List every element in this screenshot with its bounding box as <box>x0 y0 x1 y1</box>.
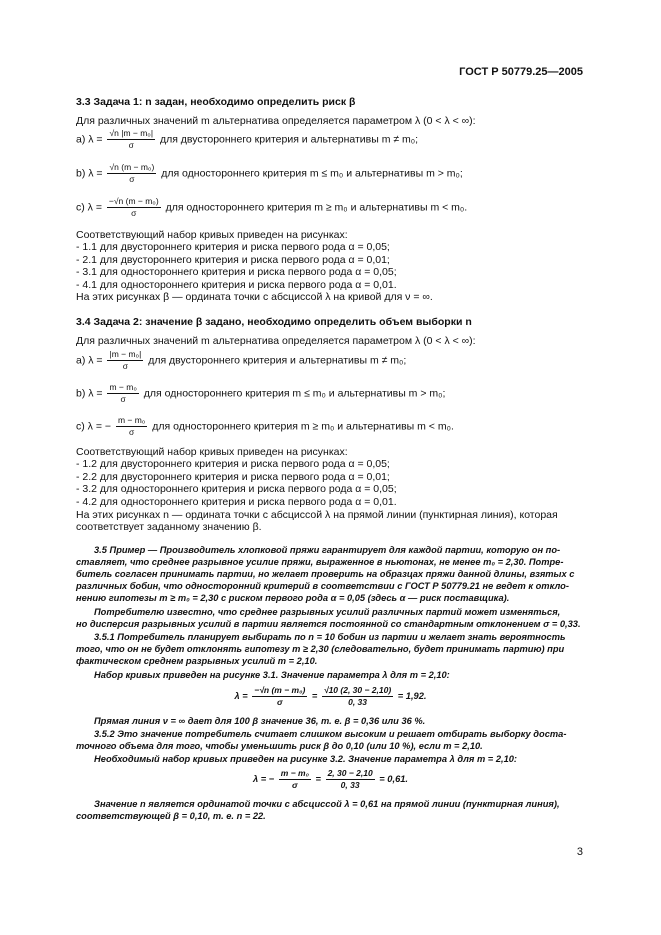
s33-b-den: σ <box>129 174 135 184</box>
f2-label: λ = − <box>252 773 275 784</box>
s34-item-3: - 3.2 для одностороннего критерия и риска первого рода α = 0,05; <box>76 483 397 495</box>
s34-c-den: σ <box>129 427 135 437</box>
s33-a-label: a) λ = <box>76 133 103 146</box>
f1-equals: = <box>311 690 318 701</box>
example-p6-line-2: точного объема для того, чтобы уменьшить риск β до 0,10 (или 10 %), если m = 2,10. <box>76 741 483 751</box>
s33-c-fraction <box>107 196 161 219</box>
s33-set-intro: Соответствующий набор кривых приведен на рисунках: <box>76 229 348 241</box>
s34-c-fraction <box>116 415 147 438</box>
s34-b-num: m − m₀ <box>109 382 137 392</box>
s34-item-1: - 1.2 для двустороннего критерия и риска первого рода α = 0,05; <box>76 458 390 470</box>
s34-b-fraction <box>107 382 138 405</box>
s34-c-text: для одностороннего критерия m ≥ m₀ и альтернативы m < m₀. <box>152 420 454 433</box>
example-p2-line-2: но дисперсия разрывных усилий в партии является постоянной со стандартным отклонением σ = 0,33. <box>76 619 581 629</box>
s34-a-text: для двустороннего критерия и альтернативы m ≠ m₀; <box>148 354 407 367</box>
s33-formula-a <box>76 128 418 151</box>
f2-fraction-1 <box>279 768 311 791</box>
s33-c-num: −√n (m − m₀) <box>108 196 159 206</box>
example-p3-line-2: того, что он не будет отклонять гипотезу m ≥ 2,30 (следовательно, будет принимать партию) при <box>76 644 565 654</box>
f1-fraction-1 <box>252 685 307 708</box>
s33-item-2: - 2.1 для двустороннего критерия и риска первого рода α = 0,01; <box>76 254 390 266</box>
s33-a-den: σ <box>128 140 134 150</box>
s33-b-fraction <box>107 162 156 185</box>
example-p1-line-1: 3.5 Пример — Производитель хлопковой пряжи гарантирует для каждой партии, которую он по- <box>94 545 561 555</box>
s33-intro: Для различных значений m альтернатива определяется параметром λ (0 < λ < ∞): <box>76 115 476 127</box>
s33-formula-c <box>76 196 467 219</box>
f1-fraction-2 <box>322 685 393 708</box>
f2-num-1: m − m₀ <box>280 768 309 778</box>
document-header: ГОСТ Р 50779.25—2005 <box>459 66 583 78</box>
s33-a-num: √n |m − m₀| <box>109 128 154 138</box>
s33-c-text: для одностороннего критерия m ≥ m₀ и альтернативы m < m₀. <box>165 201 468 214</box>
s34-a-den: σ <box>122 361 128 371</box>
s33-b-text: для одностороннего критерия m ≤ m₀ и альтернативы m > m₀; <box>161 167 463 180</box>
s34-c-label: c) λ = − <box>76 420 112 433</box>
s34-b-den: σ <box>120 394 126 404</box>
s34-formula-b <box>76 382 445 405</box>
f1-num-2: √10 (2, 30 − 2,10) <box>323 685 392 695</box>
f2-result: = 0,61. <box>379 773 408 784</box>
example-p1-line-3: битель согласен принимать партии, но желает проверить на образцах пряжи данной длины, взятых с <box>76 569 575 579</box>
s34-note-line-2: соответствует заданному значению β. <box>76 521 262 533</box>
f2-den-2: 0, 33 <box>340 780 360 790</box>
s34-intro: Для различных значений m альтернатива определяется параметром λ (0 < λ < ∞): <box>76 335 476 347</box>
f2-num-2: 2, 30 − 2,10 <box>327 768 373 778</box>
s33-a-text: для двустороннего критерия и альтернативы m ≠ m₀; <box>159 133 419 146</box>
s34-note-line-1: На этих рисунках n — ордината точки с абсциссой λ на прямой линии (пунктирная линия), которая <box>76 509 558 521</box>
s34-formula-a <box>76 349 406 372</box>
s33-item-3: - 3.1 для одностороннего критерия и риска первого рода α = 0,05; <box>76 266 397 278</box>
example-formula-1 <box>0 685 661 708</box>
s33-b-label: b) λ = <box>76 167 103 180</box>
s33-item-1: - 1.1 для двустороннего критерия и риска первого рода α = 0,05; <box>76 241 390 253</box>
example-p6-line-1: 3.5.2 Это значение потребитель считает слишком высоким и решает отбирать выборку доста- <box>94 729 567 739</box>
s33-c-den: σ <box>131 208 137 218</box>
section-3-3-title: 3.3 Задача 1: n задан, необходимо определить риск β <box>76 96 356 108</box>
example-p1-line-5: нению гипотезы m ≥ m₀ = 2,30 с риском первого рода α = 0,05 (здесь α — риск поставщика). <box>76 593 510 603</box>
s33-note: На этих рисунках β — ордината точки с абсциссой λ на кривой для ν = ∞. <box>76 291 433 303</box>
example-p8-line-2: соответствующей β = 0,10, т. е. n = 22. <box>76 811 266 821</box>
s34-a-label: a) λ = <box>76 354 103 367</box>
section-3-4-title: 3.4 Задача 2: значение β задано, необходимо определить объем выборки n <box>76 316 472 328</box>
s34-item-4: - 4.2 для одностороннего критерия и риска первого рода α = 0,01. <box>76 496 397 508</box>
page-number: 3 <box>576 846 583 858</box>
s34-set-intro: Соответствующий набор кривых приведен на рисунках: <box>76 446 348 458</box>
example-formula-2 <box>0 768 661 791</box>
example-p3-line-3: фактическом среднем разрывных усилий m = 2,10. <box>76 656 318 666</box>
example-p4: Набор кривых приведен на рисунке 3.1. Значение параметра λ для m = 2,10: <box>94 670 450 680</box>
s34-c-num: m − m₀ <box>117 415 146 425</box>
s34-a-num: |m − m₀| <box>109 349 142 359</box>
f1-result: = 1,92. <box>397 690 427 701</box>
s33-formula-b <box>76 162 463 185</box>
example-p8-line-1: Значение n является ординатой точки с абсциссой λ = 0,61 на прямой линии (пунктирная линия), <box>94 799 560 809</box>
f1-den-1: σ <box>276 697 283 707</box>
f2-den-1: σ <box>292 780 298 790</box>
s34-a-fraction <box>107 349 143 372</box>
s34-b-label: b) λ = <box>76 387 103 400</box>
example-p1-line-4: различных бобин, что односторонний критерий в соответствии с ГОСТ Р 50779.21 не ведет к откло- <box>76 581 569 591</box>
f2-fraction-2 <box>326 768 375 791</box>
example-p7: Необходимый набор кривых приведен на рисунке 3.2. Значение параметра λ для m = 2,10: <box>94 754 518 764</box>
s34-b-text: для одностороннего критерия m ≤ m₀ и альтернативы m > m₀; <box>143 387 446 400</box>
s33-item-4: - 4.1 для одностороннего критерия и риска первого рода α = 0,01. <box>76 279 397 291</box>
example-p2-line-1: Потребителю известно, что среднее разрывных усилий различных партий может изменяться, <box>94 607 561 617</box>
f1-den-2: 0, 33 <box>348 697 367 707</box>
f2-equals: = <box>315 773 321 784</box>
example-p3-line-1: 3.5.1 Потребитель планирует выбирать по n = 10 бобин из партии и желает знать вероятность <box>94 632 566 642</box>
s34-formula-c <box>76 415 454 438</box>
f1-num-1: −√n (m − m₀) <box>254 685 306 695</box>
s34-item-2: - 2.2 для двустороннего критерия и риска первого рода α = 0,01; <box>76 471 390 483</box>
s33-c-label: c) λ = <box>76 201 102 214</box>
f1-label: λ = <box>234 690 248 701</box>
s33-a-fraction <box>107 128 155 151</box>
example-p5: Прямая линия ν = ∞ дает для 100 β значение 36, т. е. β = 0,36 или 36 %. <box>94 716 426 726</box>
example-p1-line-2: ставляет, что среднее разрывное усилие пряжи, выраженное в ньютонах, не менее m₀ = 2,30. Потре- <box>76 557 564 567</box>
s33-b-num: √n (m − m₀) <box>109 162 155 172</box>
